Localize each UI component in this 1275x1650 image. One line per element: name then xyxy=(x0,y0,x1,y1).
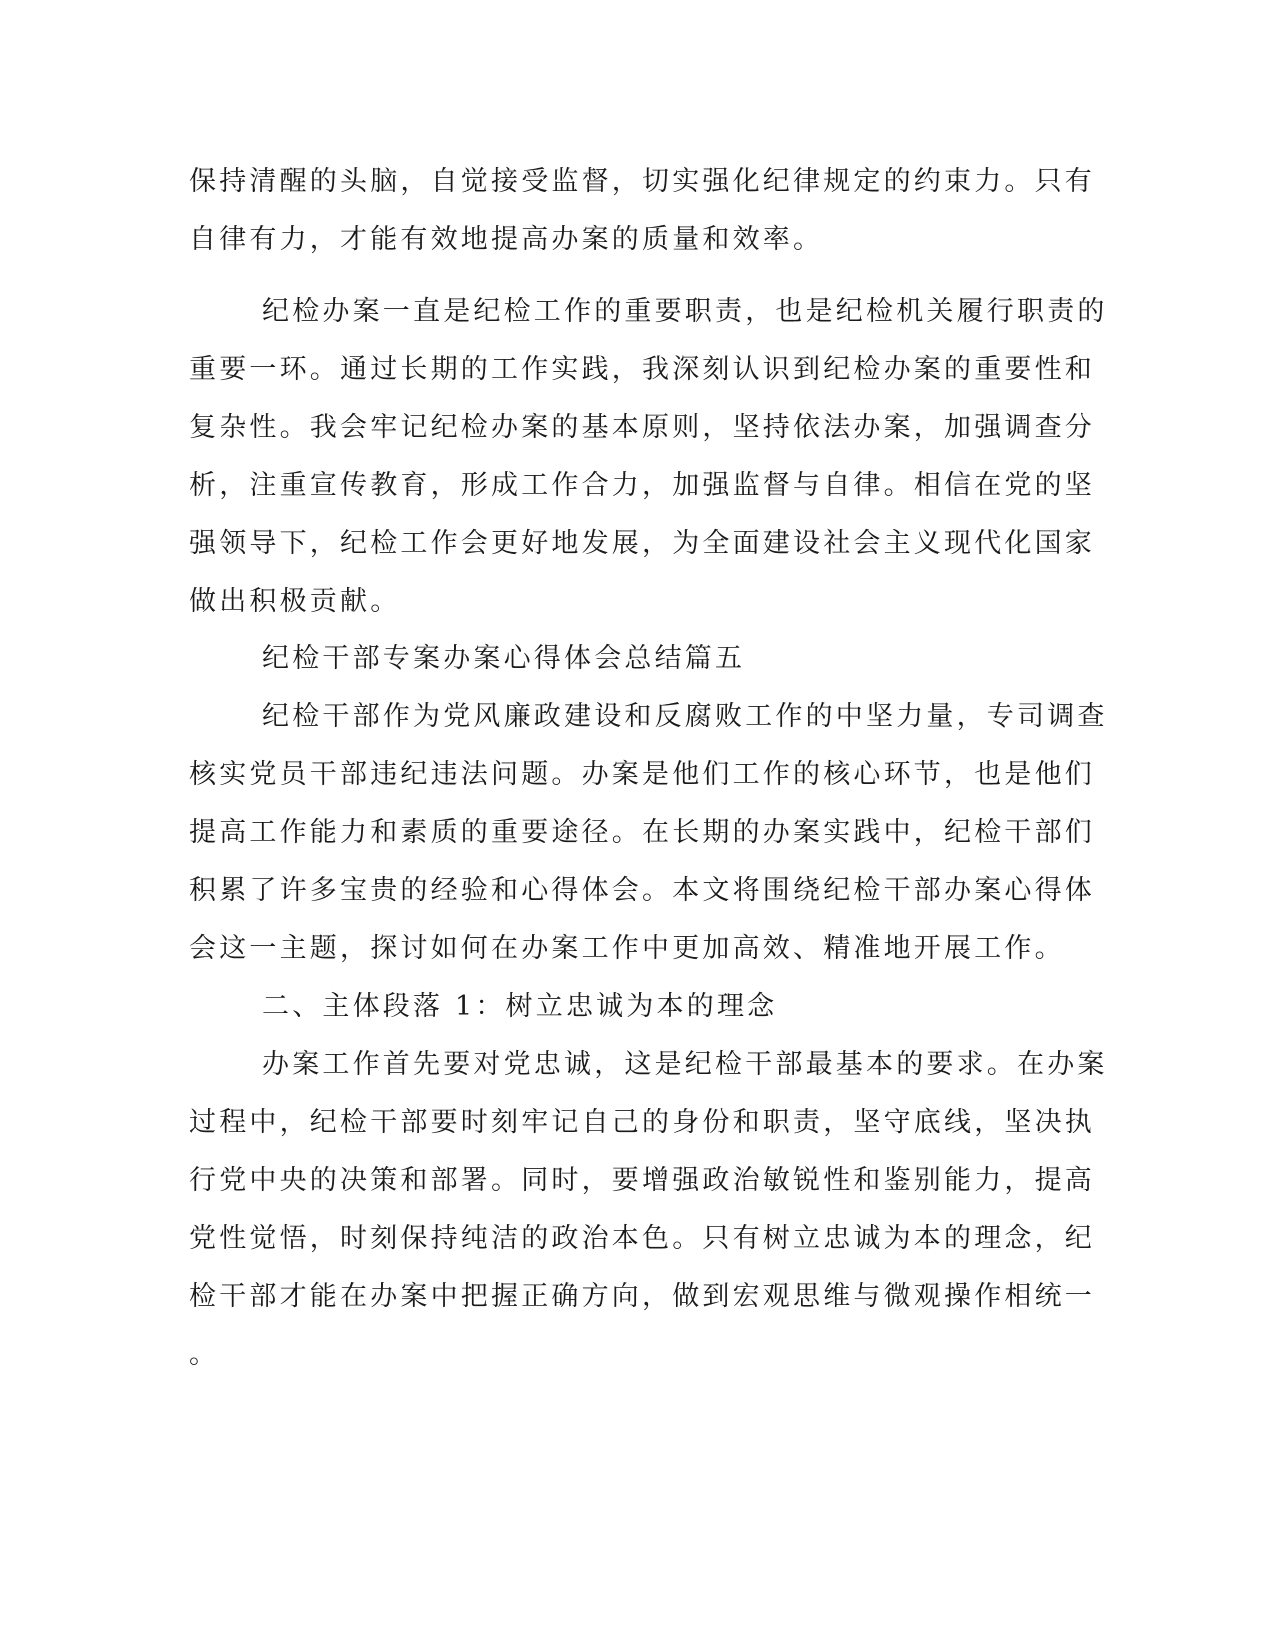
text-line: 党性觉悟，时刻保持纯洁的政治本色。只有树立忠诚为本的理念，纪 xyxy=(189,1223,1095,1254)
text-line: 强领导下，纪检工作会更好地发展，为全面建设社会主义现代化国家 xyxy=(189,528,1095,559)
paragraph-first-line: 纪检干部作为党风廉政建设和反腐败工作的中坚力量，专司调查 xyxy=(262,701,1108,732)
text-line: 提高工作能力和素质的重要途径。在长期的办案实践中，纪检干部们 xyxy=(189,817,1095,848)
text-line: 保持清醒的头脑，自觉接受监督，切实强化纪律规定的约束力。只有 xyxy=(189,166,1095,197)
text-line: 做出积极贡献。 xyxy=(189,586,401,617)
text-line: 复杂性。我会牢记纪检办案的基本原则，坚持依法办案，加强调查分 xyxy=(189,412,1095,443)
section-heading: 纪检干部专案办案心得体会总结篇五 xyxy=(262,643,746,674)
text-line: 析，注重宣传教育，形成工作合力，加强监督与自律。相信在党的坚 xyxy=(189,470,1095,501)
text-line: 行党中央的决策和部署。同时，要增强政治敏锐性和鉴别能力，提高 xyxy=(189,1165,1095,1196)
text-line: 过程中，纪检干部要时刻牢记自己的身份和职责，坚守底线，坚决执 xyxy=(189,1107,1095,1138)
text-line: 核实党员干部违纪违法问题。办案是他们工作的核心环节，也是他们 xyxy=(189,759,1095,790)
text-line: 会这一主题，探讨如何在办案工作中更加高效、精准地开展工作。 xyxy=(189,933,1065,964)
text-line: 自律有力，才能有效地提高办案的质量和效率。 xyxy=(189,224,824,255)
text-line: 重要一环。通过长期的工作实践，我深刻认识到纪检办案的重要性和 xyxy=(189,354,1095,385)
subsection-heading: 二、主体段落 1：树立忠诚为本的理念 xyxy=(262,991,778,1022)
paragraph-first-line: 纪检办案一直是纪检工作的重要职责，也是纪检机关履行职责的 xyxy=(262,296,1108,327)
text-line: 积累了许多宝贵的经验和心得体会。本文将围绕纪检干部办案心得体 xyxy=(189,875,1095,906)
text-line: 检干部才能在办案中把握正确方向，做到宏观思维与微观操作相统一 xyxy=(189,1281,1095,1312)
paragraph-first-line: 办案工作首先要对党忠诚，这是纪检干部最基本的要求。在办案 xyxy=(262,1049,1108,1080)
text-line: 。 xyxy=(189,1339,220,1370)
